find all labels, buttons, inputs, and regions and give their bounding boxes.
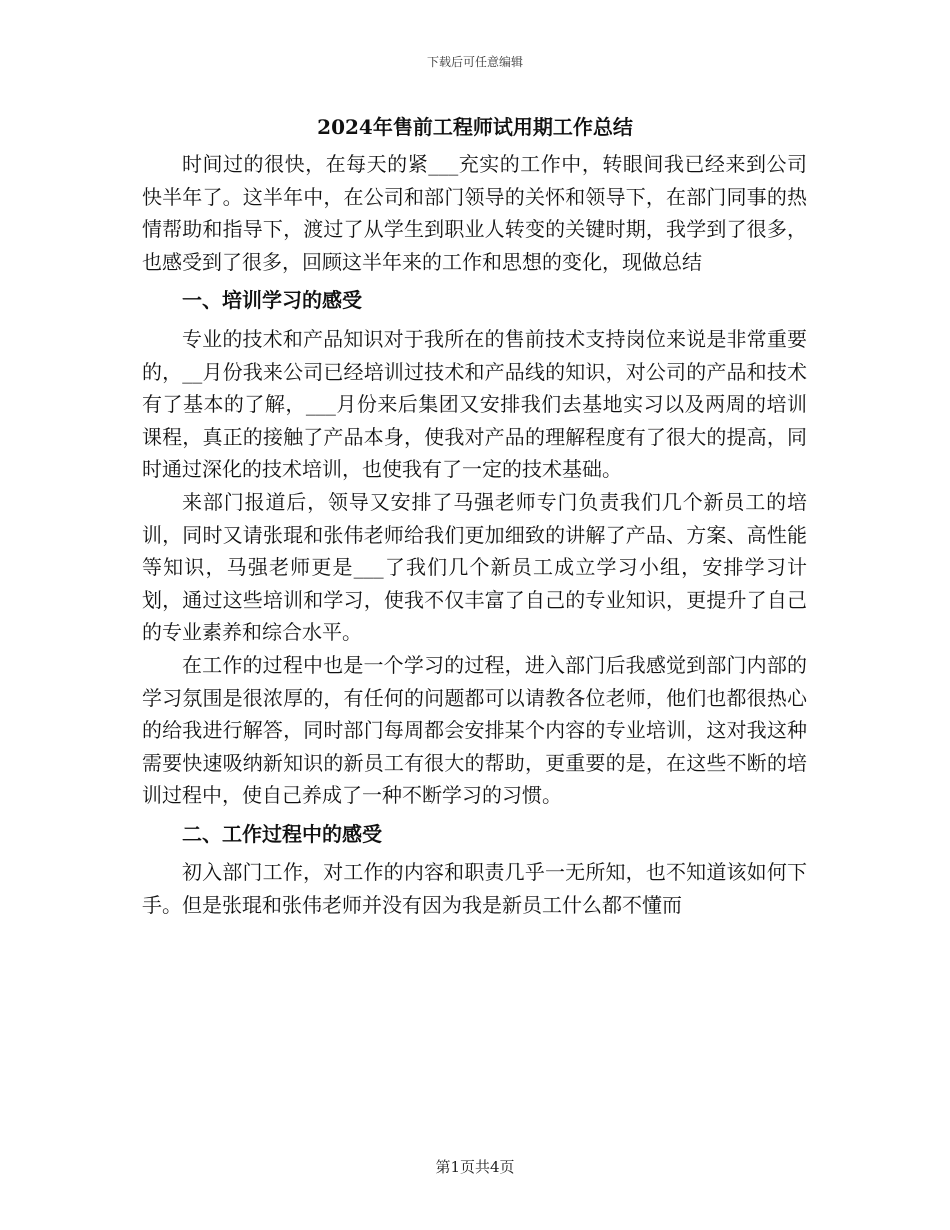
header-note: 下载后可任意编辑 [426, 55, 523, 69]
body-paragraph: 在工作的过程中也是一个学习的过程，进入部门后我感觉到部门内部的学习氛围是很浓厚的，有任何的问题都可以请教各位老师，他们也都很热心的给我进行解答，同时部门每周都会安排某个内容的专业培训，这对我这种需要快速吸纳新知识的新员工有很大的帮助，更重要的是，在这些不断的培训过程中，使自己养成了一种不断学习的习惯。 [142, 652, 807, 808]
intro-paragraph: 时间过的很快，在每天的紧___充实的工作中，转眼间我已经来到公司快半年了。这半年中，在公司和部门领导的关怀和领导下，在部门同事的热情帮助和指导下，渡过了从学生到职业人转变的关键时期，我学到了很多，也感受到了很多，回顾这半年来的工作和思想的变化，现做总结 [142, 152, 807, 274]
section-heading-work: 二、工作过程中的感受 [182, 821, 382, 846]
section-heading-training: 一、培训学习的感受 [182, 288, 362, 313]
body-paragraph: 专业的技术和产品知识对于我所在的售前技术支持岗位来说是非常重要的，__月份我来公司已经培训过技术和产品线的知识，对公司的产品和技术有了基本的了解，___月份来后集团又安排我们去基地实习以及两周的培训课程，真正的接触了产品本身，使我对产品的理解程度有了很大的提高，同时通过深化的技术培训，也使我有了一定的技术基础。 [142, 326, 807, 482]
body-paragraph: 初入部门工作，对工作的内容和职责几乎一无所知，也不知道该如何下手。但是张琨和张伟老师并没有因为我是新员工什么都不懂而 [142, 860, 807, 918]
page-title: 2024年售前工程师试用期工作总结 [317, 115, 633, 139]
body-paragraph: 来部门报道后，领导又安排了马强老师专门负责我们几个新员工的培训，同时又请张琨和张伟老师给我们更加细致的讲解了产品、方案、高性能等知识，马强老师更是___了我们几个新员工成立学习小组，安排学习计划，通过这些培训和学习，使我不仅丰富了自己的专业知识，更提升了自己的专业素养和综合水平。 [142, 489, 807, 645]
document-body [142, 148, 807, 922]
page-number: 第1页共4页 [435, 1158, 515, 1176]
